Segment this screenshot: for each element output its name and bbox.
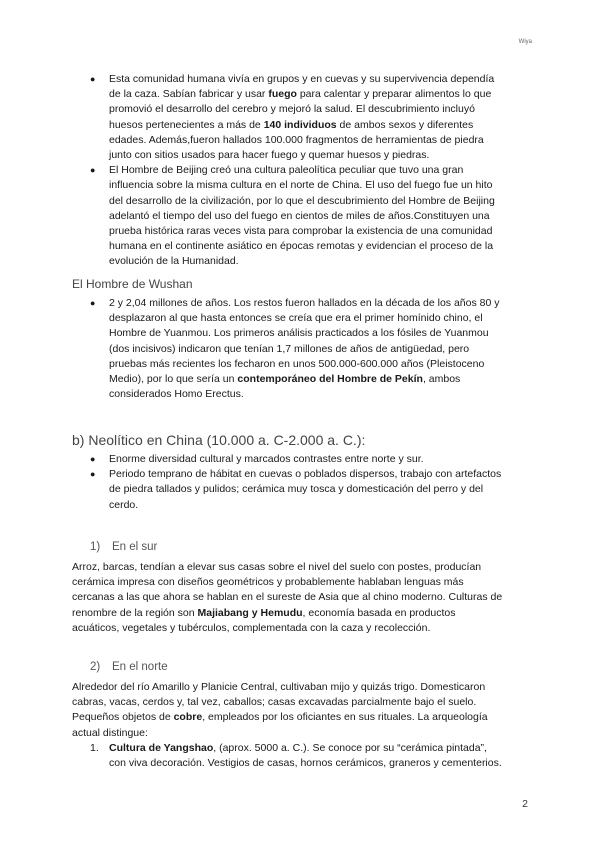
list-item: ● Esta comunidad humana vivía en grupos y en cuevas y su supervivencia dependía de la caza. Sabían fabricar y usar fuego para calentar y preparar alimentos lo que promovió el desarrollo del cerebro y mejoró la salud. El descubrimiento incluyó huesos pertenecientes a más de 140 individuos de ambos sexos y diferentes edades. Además,fueron hallados 100.000 fragmentos de herramientas de piedra junto con sitios usados para hacer fuego y quemar huesos y piedras. <box>90 73 495 162</box>
list-item: 1. Cultura de Yangshao, (aprox. 5000 a. C.). Se conoce por su “cerámica pintada”, con viva decoración. Vestigios de casas, hornos cerámicos, graneros y cementerios. <box>90 742 502 770</box>
bullet-list-top <box>90 72 545 270</box>
bullet-icon: ● <box>90 454 96 464</box>
paragraph-sur: Arroz, barcas, tendían a elevar sus casas sobre el nivel del suelo con postes, producían cerámica impresa con diseños geométricos y probablemente hablaban lenguas más cercanas a las que ahora se hablan en el sureste de Asia que al chino moderno. Culturas de renombre de la región son Majiabang y Hemudu, economía basada en productos acuáticos, vegetales y tubérculos, complementada con la caza y recolección. <box>72 561 503 634</box>
list-item: ● Enorme diversidad cultural y marcados contrastes entre norte y sur. <box>90 452 545 467</box>
bullet-list-neolitico <box>90 452 545 513</box>
paragraph-norte: Alrededor del río Amarillo y Planicie Central, cultivaban mijo y quizás trigo. Domesticaron cabras, vacas, cerdos y, tal vez, caballos; casas excavadas parcialmente bajo el suelo. Pequeños objetos de cobre, empleados por los oficiantes en sus rituales. La arqueología actual distingue: <box>72 681 488 739</box>
heading-sur: 1) En el sur <box>90 541 158 553</box>
list-item: ● 2 y 2,04 millones de años. Los restos fueron hallados en la década de los años 80 y desplazaron al que hasta entonces se creía que era el primer homínido chino, el Hombre de Yuanmou. Los primeros análisis practicados a los fósiles de Yuanmou (dos incisivos) indicaron que tenían 1,7 millones de años de antigüedad, pero pruebas más recientes los fecharon en unos 500.000-600.000 años (Pleistoceno Medio), por lo que sería un contemporáneo del Hombre de Pekín, ambos considerados Homo Erectus. <box>90 297 500 401</box>
list-item: ● Periodo temprano de hábitat en cuevas o poblados dispersos, trabajo con artefactos de piedra tallados y pulidos; cerámica muy tosca y domesticación del perro y del cerdo. <box>90 468 502 511</box>
list-item: ● El Hombre de Beijing creó una cultura paleolítica peculiar que tuvo una gran influencia sobre la misma cultura en el norte de China. El uso del fuego fue un hito del desarrollo de la civilización, por lo que el descubrimiento del Hombre de Beijing adelantó el tiempo del uso del fuego en cientos de miles de años.Constituyen una prueba histórica raras veces vista para comprobar la existencia de una comunidad humana en el continente asiático en épocas remotas y evidencian el proceso de la evolución de la Humanidad. <box>90 164 495 268</box>
bullet-icon: ● <box>90 165 96 176</box>
page-header: Wiya <box>518 39 532 45</box>
heading-neolitico: b) Neolítico en China (10.000 a. C-2.000 a. C.): <box>72 432 366 448</box>
bullet-icon: ● <box>90 469 96 480</box>
numbered-list-norte <box>90 741 540 771</box>
bullet-icon: ● <box>90 74 96 84</box>
bullet-list-wushan <box>90 296 545 402</box>
heading-norte: 2) En el norte <box>90 661 168 673</box>
bullet-icon: ● <box>90 298 96 308</box>
page-number: 2 <box>522 798 528 810</box>
heading-wushan: El Hombre de Wushan <box>72 277 193 291</box>
